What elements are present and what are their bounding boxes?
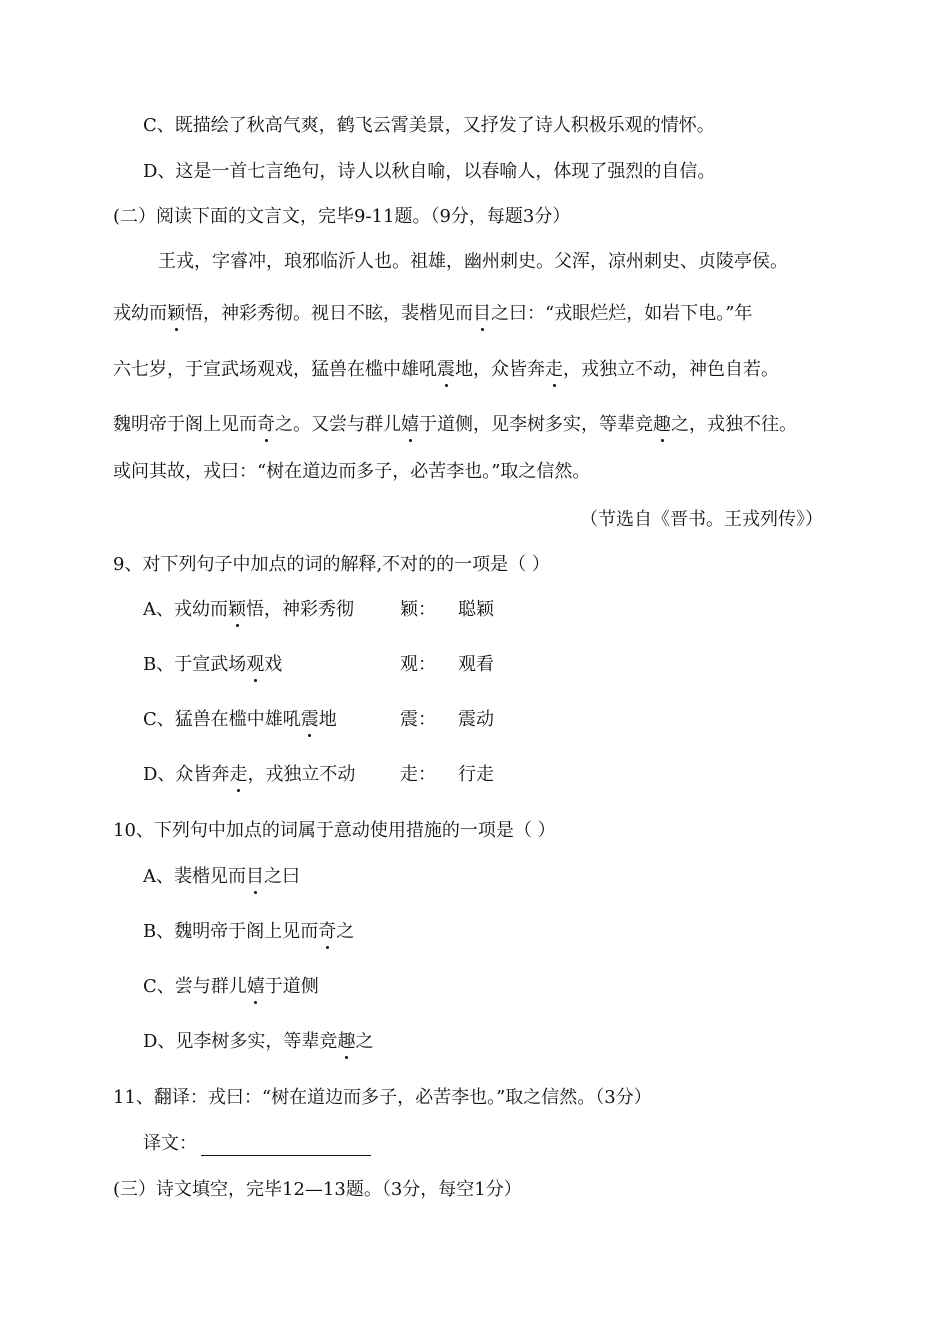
dotted-char: 目 [246, 866, 264, 887]
text: 于道侧 [264, 976, 319, 997]
q10-option-a [143, 865, 300, 889]
q9-b-meaning: 观看 [458, 654, 494, 675]
text: D、见李树多实，等辈竞 [143, 1031, 338, 1052]
dotted-char: 震 [437, 359, 455, 380]
text: 戏 [264, 654, 283, 675]
text: 之曰 [264, 866, 300, 887]
text: 于道侧，见李树多实，等辈竞 [419, 414, 653, 435]
text: 魏明帝于阁上见而 [113, 414, 257, 435]
q9-b-word: 观： [400, 654, 436, 675]
dotted-char: 震 [300, 709, 319, 730]
q9-option-b [143, 653, 282, 677]
option-8d: D、这是一首七言绝句，诗人以秋自喻，以春喻人，体现了强烈的自信。 [143, 161, 716, 182]
text: 地，众皆奔 [455, 359, 545, 380]
passage-line-1: 王戎，字睿冲，琅邪临沂人也。祖雄，幽州刺史。父浑，凉州刺史、贞陵亭侯。 [158, 251, 788, 272]
section-3-heading: (三）诗文填空，完毕12—13题。（3分，每空1分） [113, 1179, 522, 1200]
dotted-char: 奇 [318, 921, 337, 942]
source-citation: （节选自《晋书。王戎列传》） [580, 509, 823, 530]
q10-option-b [143, 920, 354, 944]
text: C、尝与群儿 [143, 976, 247, 997]
passage-line-2 [113, 302, 752, 326]
q9-a-meaning: 聪颖 [458, 599, 494, 620]
q9-option-a [143, 598, 354, 622]
section-2-heading: (二）阅读下面的文言文，完毕9-11题。（9分，每题3分） [113, 206, 571, 227]
dotted-char: 颖 [228, 599, 246, 620]
answer-blank[interactable] [201, 1137, 371, 1156]
text: 六七岁，于宣武场观戏，猛兽在槛中雄吼 [113, 359, 437, 380]
translation-label: 译文： [143, 1133, 197, 1154]
q9-option-c [143, 708, 337, 732]
text: ，戎独立不动 [247, 764, 356, 785]
dotted-char: 观 [246, 654, 265, 675]
dotted-char: 走 [229, 764, 248, 785]
dotted-char: 趣 [653, 414, 671, 435]
question-11: 11、翻译：戎曰：“树在道边而多子，必苦李也。”取之信然。（3分） [113, 1087, 652, 1108]
text: B、魏明帝于阁上见而 [143, 921, 319, 942]
text: A、裴楷见而 [143, 866, 246, 887]
q9-d-word: 走： [400, 764, 436, 785]
dotted-char: 颖 [167, 303, 185, 324]
q10-option-c [143, 975, 319, 999]
q9-a-word: 颖： [400, 599, 436, 620]
q9-c-meaning: 震动 [458, 709, 494, 730]
text: B、于宣武场 [143, 654, 247, 675]
text: 之 [336, 921, 355, 942]
passage-line-5: 或问其故，戎曰：“树在道边而多子，必苦李也。”取之信然。 [113, 461, 591, 482]
q9-d-meaning: 行走 [458, 764, 494, 785]
passage-line-3 [113, 358, 779, 382]
dotted-char: 奇 [257, 414, 275, 435]
text: 之。又尝与群儿 [275, 414, 401, 435]
question-9: 9、对下列句子中加点的词的解释,不对的的一项是（ ） [113, 554, 550, 575]
text: C、猛兽在槛中雄吼 [143, 709, 301, 730]
text: 悟，神彩秀彻 [246, 599, 354, 620]
dotted-char: 走 [545, 359, 563, 380]
text: 地 [318, 709, 337, 730]
dotted-char: 目 [473, 303, 491, 324]
dotted-char: 嬉 [401, 414, 419, 435]
dotted-char: 嬉 [246, 976, 265, 997]
text: 悟，神彩秀彻。视日不眩，裴楷见而 [185, 303, 473, 324]
text: 之曰：“戎眼烂烂，如岩下电。”年 [491, 303, 753, 324]
text: ，戎独立不动，神色自若。 [563, 359, 779, 380]
text: 之，戎独不往。 [671, 414, 797, 435]
text: A、戎幼而 [143, 599, 228, 620]
q10-option-d [143, 1030, 373, 1054]
text: 之 [355, 1031, 374, 1052]
option-8c: C、既描绘了秋高气爽，鹤飞云霄美景，又抒发了诗人积极乐观的情怀。 [143, 115, 715, 136]
q9-option-d [143, 763, 355, 787]
q9-c-word: 震： [400, 709, 436, 730]
translation-answer [143, 1132, 371, 1156]
passage-line-4 [113, 413, 797, 437]
dotted-char: 趣 [337, 1031, 356, 1052]
text: 戎幼而 [113, 303, 167, 324]
question-10: 10、下列句中加点的词属于意动使用措施的一项是（ ） [113, 820, 556, 841]
text: D、众皆奔 [143, 764, 230, 785]
